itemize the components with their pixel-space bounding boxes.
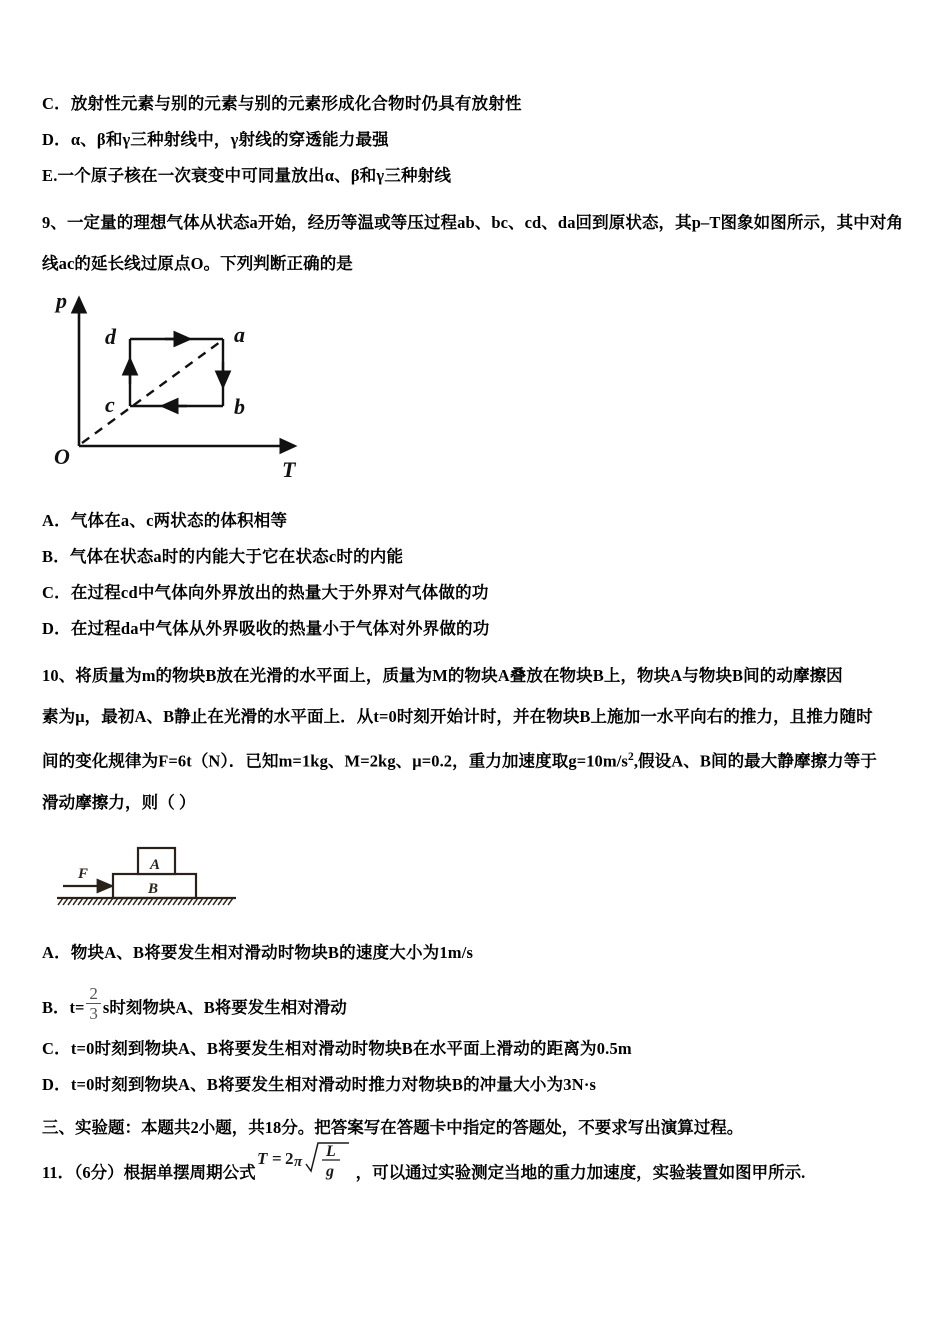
- svg-text:O: O: [54, 444, 70, 469]
- spacer: [42, 823, 922, 831]
- p-T-diagram-figure: [50, 284, 380, 489]
- question-10-option-d: D．t=0时刻到物块A、B将要发生相对滑动时推力对物块B的冲量大小为3N·s: [42, 1075, 597, 1095]
- svg-text:T: T: [282, 457, 296, 482]
- spacer: [42, 647, 922, 655]
- svg-text:2: 2: [284, 1149, 294, 1169]
- stem-3-post: ,假设A、B间的最大静摩擦力等于: [633, 751, 877, 771]
- svg-text:π: π: [293, 1154, 302, 1171]
- question-10-option-c: C．t=0时刻到物块A、B将要发生相对滑动时物块B在水平面上滑动的距离为0.5m: [42, 1039, 632, 1059]
- spacer: [42, 1023, 922, 1031]
- spacer: [42, 489, 922, 503]
- question-9-stem-line-1: 9、一定量的理想气体从状态a开始，经历等温或等压过程ab、bc、cd、da回到原状态，其p–T图象如图所示，其中对角: [42, 213, 904, 232]
- svg-text:p: p: [56, 288, 67, 313]
- section-3-heading: 三、实验题：本题共2小题，共18分。把答案写在答题卡中指定的答题处，不要求写出演算过程。: [42, 1118, 744, 1138]
- spacer: [42, 1103, 922, 1111]
- svg-text:F: F: [78, 865, 89, 882]
- pendulum-period-formula: [256, 1143, 356, 1182]
- question-11-text-suffix: ，可以通过实验测定当地的重力加速度，实验装置如图甲所示.: [355, 1163, 806, 1183]
- question-9-option-a: A．气体在a、c两状态的体积相等: [42, 511, 288, 530]
- question-11-text-prefix: 11．（6分）根据单摆周期公式: [42, 1163, 256, 1183]
- svg-text:a: a: [234, 322, 245, 347]
- page-content: [42, 86, 922, 1193]
- question-10-stem-line-1: 10、将质量为m的物块B放在光滑的水平面上，质量为M的物块A叠放在物块B上，物块A与物块B间的动摩擦因: [42, 666, 843, 685]
- question-10-option-a: A．物块A、B将要发生相对滑动时物块B的速度大小为1m/s: [42, 942, 474, 962]
- question-10-stem-line-3: [42, 737, 922, 782]
- question-10-stem-line-2: 素为μ，最初A、B静止在光滑的水平面上．从t=0时刻开始计时，并在物块B上施加一水平向右的推力，且推力随时: [42, 707, 873, 726]
- svg-text:B: B: [148, 880, 159, 897]
- question-10-stem-line-4: 滑动摩擦力，则（ ）: [42, 792, 196, 812]
- blocks-diagram-figure: [50, 831, 280, 921]
- svg-text:L: L: [325, 1143, 336, 1161]
- question-9-stem-line-2: 线ac的延长线过原点O。下列判断正确的是: [42, 254, 353, 273]
- svg-text:g: g: [325, 1163, 334, 1181]
- spacer: [42, 194, 922, 202]
- svg-text:A: A: [150, 856, 161, 873]
- stem-3-pre: 间的变化规律为F=6t（N）．已知m=1kg、M=2kg、μ=0.2，重力加速度取g=10m/s: [42, 751, 628, 771]
- fraction-numerator: 2: [89, 983, 98, 1003]
- stem-3-exponent: 2: [627, 751, 634, 763]
- question-9-option-b: B．气体在状态a时的内能大于它在状态c时的内能: [42, 547, 404, 566]
- fraction-denominator: 3: [89, 1004, 98, 1024]
- q8-option-d: D．α、β和γ三种射线中，γ射线的穿透能力最强: [42, 130, 389, 149]
- svg-text:c: c: [105, 392, 115, 417]
- spacer: [42, 1145, 922, 1153]
- svg-text:d: d: [105, 324, 116, 349]
- svg-text:=: =: [271, 1149, 282, 1169]
- svg-text:T: T: [256, 1149, 267, 1169]
- question-11-line: [42, 1143, 922, 1193]
- fraction-two-thirds: [86, 985, 101, 1024]
- q8-option-e: E.一个原子核在一次衰变中可同量放出α、β和γ三种射线: [42, 166, 452, 185]
- spacer: [42, 921, 922, 935]
- question-9-option-c: C．在过程cd中气体向外界放出的热量大于外界对气体做的功: [42, 583, 489, 602]
- option-b-prefix: B．t=: [42, 997, 85, 1017]
- question-10-option-b: [42, 985, 922, 1024]
- option-b-suffix: s时刻物块A、B将要发生相对滑动: [102, 997, 347, 1017]
- svg-text:b: b: [234, 394, 245, 419]
- q8-option-c: C．放射性元素与别的元素与别的元素形成化合物时仍具有放射性: [42, 94, 522, 113]
- question-9-option-d: D．在过程da中气体从外界吸收的热量小于气体对外界做的功: [42, 619, 490, 638]
